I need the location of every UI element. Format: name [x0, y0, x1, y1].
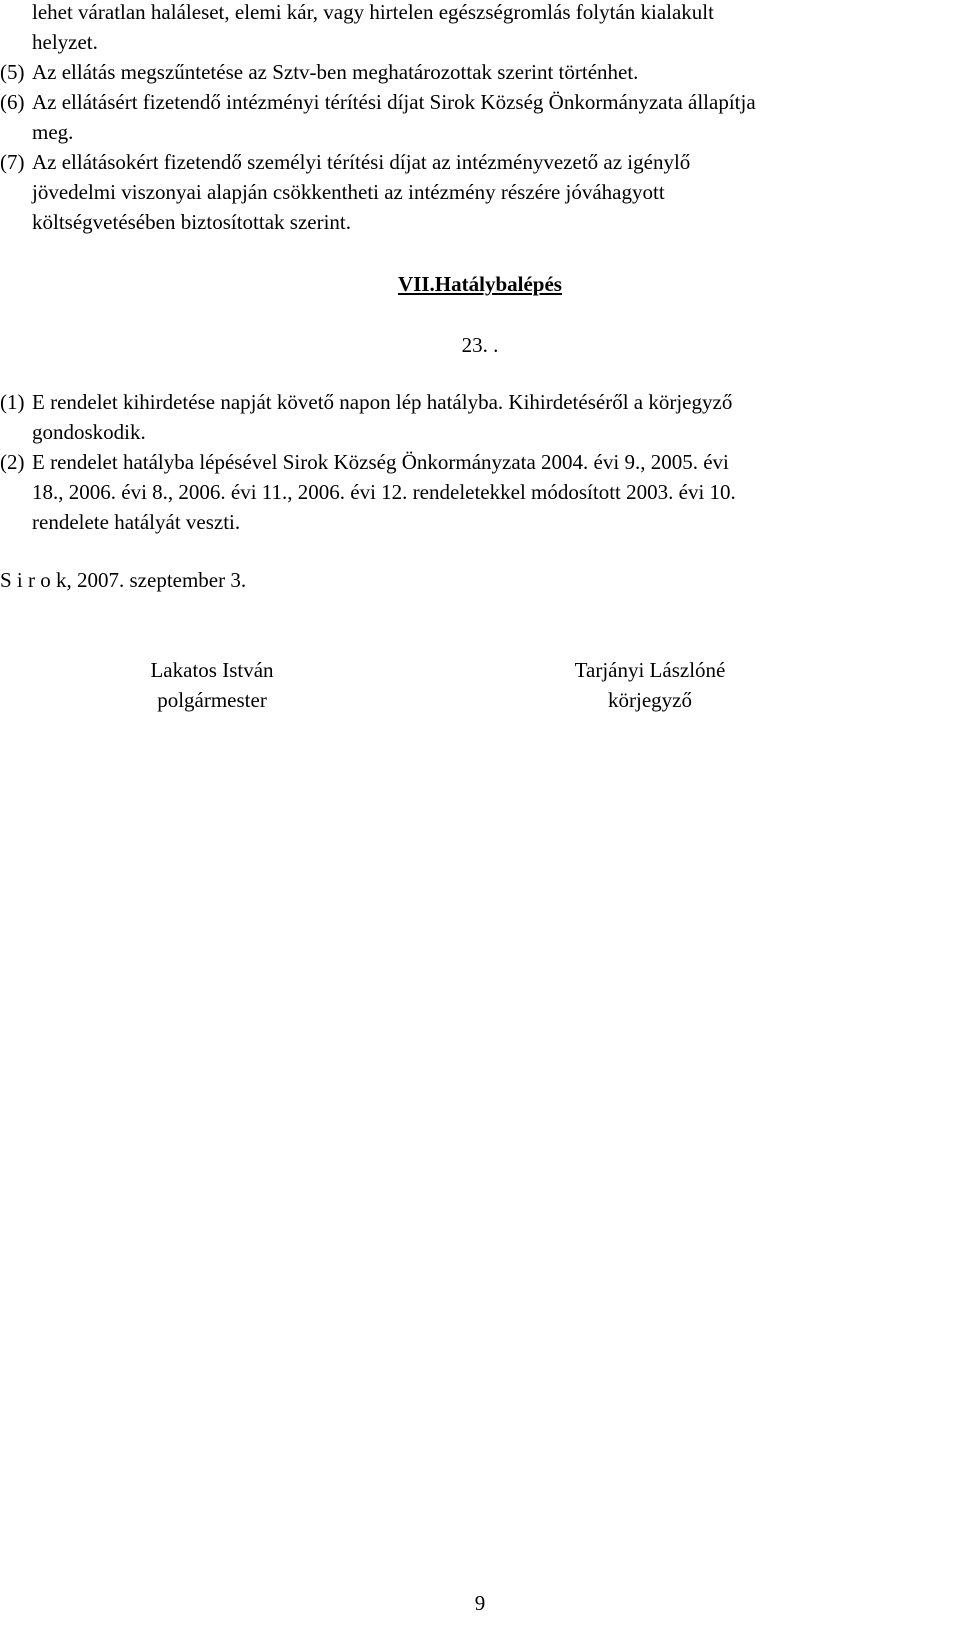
text-line: gondoskodik.	[32, 420, 146, 444]
paragraph-number: (6)	[0, 90, 25, 114]
paragraph-number: (1)	[0, 390, 25, 414]
article-number: 23. .	[461, 333, 499, 357]
text-line: jövedelmi viszonyai alapján csökkentheti az intézmény részére jóváhagyott	[32, 180, 665, 204]
paragraph-number: (7)	[0, 150, 25, 174]
signatory-left-name: Lakatos István	[150, 658, 274, 682]
text-line: költségvetésében biztosítottak szerint.	[32, 210, 351, 234]
signatory-left-title: polgármester	[157, 688, 267, 712]
signatory-right-title: körjegyző	[608, 688, 692, 712]
text-line: 18., 2006. évi 8., 2006. évi 11., 2006. évi 12. rendeletekkel módosított 2003. évi 10.	[32, 480, 736, 504]
text-line: rendelete hatályát veszti.	[32, 510, 241, 534]
signatory-right-name: Tarjányi Lászlóné	[574, 658, 726, 682]
text-line: helyzet.	[32, 30, 98, 54]
place-date: S i r o k, 2007. szeptember 3.	[0, 568, 247, 592]
text-line: E rendelet hatályba lépésével Sirok Község Önkormányzata 2004. évi 9., 2005. évi	[32, 450, 729, 474]
text-line: Az ellátásért fizetendő intézményi térítési díjat Sirok Község Önkormányzata állapítja	[32, 90, 756, 114]
paragraph-number: (5)	[0, 60, 25, 84]
text-line: meg.	[32, 120, 74, 144]
text-line: Az ellátás megszűntetése az Sztv-ben meghatározottak szerint történhet.	[32, 60, 639, 84]
text-line: Az ellátásokért fizetendő személyi térítési díjat az intézményvezető az igénylő	[32, 150, 691, 174]
page-number: 9	[474, 1591, 486, 1615]
section-title: VII.Hatálybalépés	[398, 272, 562, 296]
text-line: E rendelet kihirdetése napját követő napon lép hatályba. Kihirdetéséről a körjegyző	[32, 390, 733, 414]
paragraph-number: (2)	[0, 450, 25, 474]
text-line: lehet váratlan haláleset, elemi kár, vagy hirtelen egészségromlás folytán kialakult	[32, 0, 714, 24]
